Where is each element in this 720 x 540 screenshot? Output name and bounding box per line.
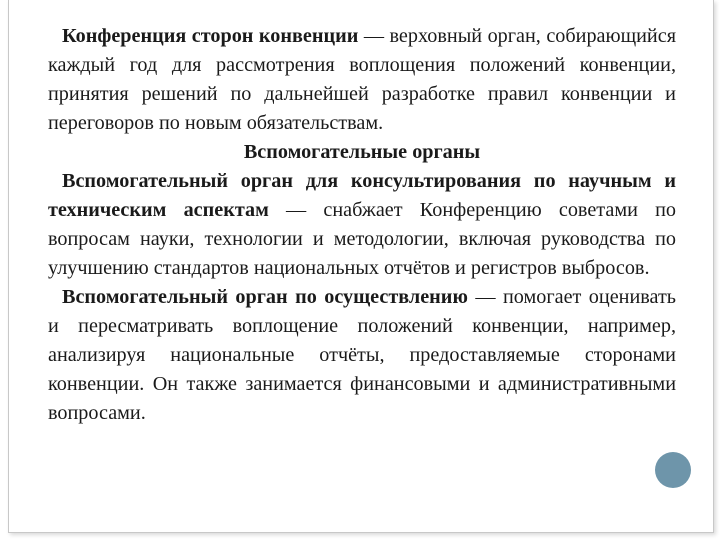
section-heading: Вспомогательные органы	[243, 141, 481, 163]
term-conference: Конференция сторон конвенции	[62, 25, 359, 47]
page-indicator-circle	[655, 452, 691, 488]
term-scientific-body: Вспомогательный орган для консультирования по научным и техническим аспектам	[48, 170, 676, 221]
paragraph-scientific-body	[48, 167, 676, 283]
definition-scientific-body: — снабжает Конференцию советами по вопросам науки, технологии и методологии, включая руководства по улучшению стандартов национальных отчётов и регистров выбросов.	[48, 199, 676, 279]
slide-content	[48, 22, 676, 428]
paragraph-conference	[48, 22, 676, 138]
definition-conference: — верховный орган, собирающийся каждый год для рассмотрения воплощения положений конвенции, принятия решений по дальнейшей разработке правил конвенции и переговоров по новым обязательствам.	[48, 25, 676, 134]
definition-implementation-body: — помогает оценивать и пересматривать воплощение положений конвенции, например, анализируя национальные отчёты, предоставляемые сторонами конвенции. Он также занимается финансовыми и административными вопросами.	[48, 286, 676, 424]
paragraph-implementation-body	[48, 283, 676, 428]
term-implementation-body: Вспомогательный орган по осуществлению	[62, 286, 468, 308]
